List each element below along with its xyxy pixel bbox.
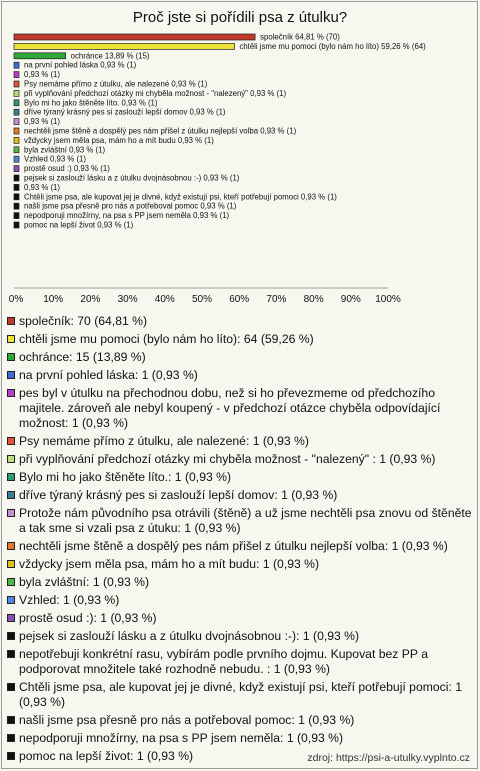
legend-item-12 [7,575,472,590]
bar-17 [14,194,19,200]
legend-swatch [7,752,15,760]
bar-7 [14,100,19,106]
legend-item-15 [7,629,472,644]
legend-swatch [7,650,15,658]
legend-label: společník: 70 (64,81 %) [19,314,148,328]
bar-label-1: chtěli jsme mu pomoci (bylo nám ho líto) 59,26 % (64) [239,41,426,51]
legend-item-11 [7,557,472,572]
legend-swatch [7,437,15,445]
bar-label-16: 0,93 % (1) [24,182,60,192]
bar-8 [14,109,19,115]
x-tick-label: 80% [303,294,324,305]
bar-18 [14,203,19,209]
legend-label: vždycky jsem měla psa, mám ho a mít budu: 1 (0,93 %) [19,557,320,571]
legend-label: našli jsme psa přesně pro nás a potřeboval pomoc: 1 (0,93 %) [19,713,355,727]
x-tick-label: 30% [117,294,138,305]
bar-10 [14,128,19,134]
bar-label-6: při vyplňování předchozí otázky mi chyběla možnost - "nalezený" 0,93 % (1) [24,88,287,98]
legend-label: ochránce: 15 (13,89 %) [19,350,146,364]
x-tick-label: 10% [43,294,64,305]
legend-label: Bylo mi ho jako štěněte líto.: 1 (0,93 %) [19,470,232,484]
x-tick-label: 0% [8,294,24,305]
legend-swatch [7,632,15,640]
source-link[interactable]: zdroj: https://psi-a-utulky.vyplnto.cz [307,752,470,764]
legend-item-3 [7,368,472,383]
bar-label-7: Bylo mi ho jako štěněte líto. 0,93 % (1) [24,98,158,108]
x-tick-label: 20% [80,294,101,305]
legend-item-9 [7,506,472,536]
legend-label: nepodporuji množírny, na psa s PP jsem neměla: 1 (0,93 %) [19,731,344,745]
bar-label-15: pejsek si zaslouží lásku a z útulku dvojnásobnou :-) 0,93 % (1) [24,173,240,183]
legend-swatch [7,335,15,343]
legend-swatch [7,560,15,568]
legend-item-16 [7,647,472,677]
x-tick-label: 50% [191,294,213,305]
legend-swatch [7,716,15,724]
legend-swatch [7,578,15,586]
bar-20 [14,222,19,228]
bar-label-3: na první pohled láska 0,93 % (1) [24,60,137,70]
legend-swatch [7,371,15,379]
legend-swatch [7,614,15,622]
bar-5 [14,81,19,87]
legend-label: nechtěli jsme štěně a dospělý pes nám přišel z útulku nejlepší volba: 1 (0,93 %) [19,539,448,553]
bar-label-19: nepodporuji množírny, na psa s PP jsem neměla 0,93 % (1) [24,211,230,221]
bar-4 [14,72,19,78]
x-tick-label: 60% [229,294,250,305]
legend-label: na první pohled láska: 1 (0,93 %) [19,368,198,382]
legend-item-0 [7,314,472,329]
bar-label-20: pomoc na lepší život 0,93 % (1) [24,220,134,230]
legend-swatch [7,509,15,517]
legend-item-10 [7,539,472,554]
x-tick-label: 70% [266,294,287,305]
legend-label: prostě osud :): 1 (0,93 %) [19,611,157,625]
bar-label-8: dříve týraný krásný pes si zaslouží lepší domov 0,93 % (1) [24,107,226,117]
legend-item-1 [7,332,472,347]
legend-swatch [7,596,15,604]
bar-label-12: byla zvláštní 0,93 % (1) [24,145,106,155]
legend-label: Vzhled: 1 (0,93 %) [19,593,120,607]
legend-swatch [7,491,15,499]
legend-item-18 [7,713,472,728]
bar-12 [14,147,19,153]
bar-label-17: Chtěli jsme psa, ale kupovat jej je divné, když existují psi, kteří potřebují pomoci 0,93 % (1) [24,192,337,202]
legend-label: při vyplňování předchozí otázky mi chyběla možnost - "nalezený" : 1 (0,93 %) [19,452,436,466]
bar-label-2: ochránce 13,89 % (15) [70,51,150,61]
bar-label-10: nechtěli jsme štěně a dospělý pes nám přišel z útulku nejlepší volba 0,93 % (1) [24,126,297,136]
legend-label: dříve týraný krásný pes si zaslouží lepší domov: 1 (0,93 %) [19,488,338,502]
bar-6 [14,90,19,96]
legend-label: Protože nám původního psa otrávili (štěně) a už jsme nechtěli psa znovu od štěněte a tak sme si vzali psa z útuku: 1 (0,93 %) [19,506,472,535]
legend-label: nepotřebuji konkrétní rasu, vybírám podle prvního dojmu. Kupovat bez PP a podporovat množitele také rozhodně nebudu. : 1 (0,93 %) [19,647,428,676]
bar-chart [0,0,480,312]
bar-label-9: 0,93 % (1) [24,117,60,127]
bar-15 [14,175,19,181]
legend-item-13 [7,593,472,608]
bar-label-13: Vzhled 0,93 % (1) [24,154,86,164]
legend-swatch [7,542,15,550]
bar-label-0: společník 64,81 % (70) [260,32,340,42]
bar-label-18: našli jsme psa přesně pro nás a potřeboval pomoc 0,93 % (1) [24,201,237,211]
legend-swatch [7,683,15,691]
bar-label-5: Psy nemáme přímo z útulku, ale nalezené 0,93 % (1) [24,79,208,89]
bar-14 [14,166,19,172]
bar-1 [14,43,234,49]
legend-swatch [7,455,15,463]
bar-19 [14,213,19,219]
legend-item-5 [7,434,472,449]
legend-item-6 [7,452,472,467]
legend-item-7 [7,470,472,485]
bar-3 [14,62,19,68]
legend-label: Psy nemáme přímo z útulku, ale nalezené: 1 (0,93 %) [19,434,309,448]
legend-swatch [7,317,15,325]
bar-label-4: 0,93 % (1) [24,70,60,80]
chart-legend [7,314,472,767]
legend-label: pejsek si zaslouží lásku a z útulku dvojnásobnou :-): 1 (0,93 %) [19,629,360,643]
x-tick-label: 40% [154,294,175,305]
bar-13 [14,156,19,162]
legend-swatch [7,734,15,742]
x-tick-label: 100% [375,294,401,305]
legend-swatch [7,389,15,397]
bar-label-11: vždycky jsem měla psa, mám ho a mít budu 0,93 % (1) [24,135,214,145]
bar-11 [14,137,19,143]
chart-title: Proč jste si pořídili psa z útulku? [132,9,348,26]
legend-swatch [7,353,15,361]
legend-label: Chtěli jsme psa, ale kupovat jej je divné, když existují psi, kteří potřebují pomoci: 1 (0,93 %) [19,680,463,709]
legend-item-14 [7,611,472,626]
bar-label-14: prostě osud :) 0,93 % (1) [24,164,110,174]
legend-item-8 [7,488,472,503]
legend-item-4 [7,386,472,431]
bar-0 [14,34,255,40]
legend-item-2 [7,350,472,365]
x-tick-label: 90% [340,294,361,305]
bar-16 [14,184,19,190]
legend-swatch [7,473,15,481]
legend-label: chtěli jsme mu pomoci (bylo nám ho líto): 64 (59,26 %) [19,332,314,346]
legend-item-17 [7,680,472,710]
legend-label: pes byl v útulku na přechodnou dobu, než si ho převezmeme od předchozího majitele. zároveň ale nebyl koupený - v předchozí otázce chyběla odpovídající možnost: 1 (0,93 %) [19,386,441,430]
legend-item-19 [7,731,472,746]
bar-9 [14,119,19,125]
legend-label: pomoc na lepší život: 1 (0,93 %) [19,749,194,763]
bar-2 [14,53,66,59]
legend-label: byla zvláštní: 1 (0,93 %) [19,575,150,589]
